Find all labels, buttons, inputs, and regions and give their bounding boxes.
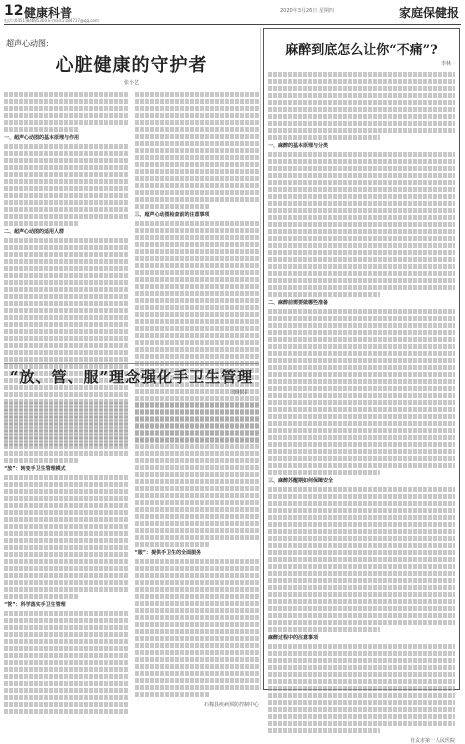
masthead-name: 家庭保健报 [398, 6, 459, 20]
article-kicker: 超声心动图: [6, 39, 49, 48]
article-hand-hygiene [4, 366, 259, 708]
article-body [4, 402, 259, 716]
article-source: 自贡市第一人民医院 [409, 738, 455, 744]
page-header [0, 0, 465, 22]
article-headline: “放、管、服”理念强化手卫生管理 [9, 368, 254, 386]
article-echocardiography [4, 28, 259, 363]
article-subhead: 三、超声心动图检查前的注意事项 [134, 212, 210, 218]
issue-date: 2020年3月26日 星期四 [280, 8, 334, 14]
article-byline: 李桂芬 [231, 390, 247, 396]
article-byline: 李林 [440, 61, 451, 67]
article-anesthesia [263, 28, 460, 744]
article-byline: 张小艺 [123, 80, 139, 86]
article-subhead: 麻醉过程中的注意事项 [268, 635, 319, 641]
contact-line: 电话:(0451)84685300 E-mail:2184717@qq.com [4, 18, 99, 23]
header-rule [4, 24, 461, 25]
article-subhead: 一、超声心动图的基本原理与作用 [4, 135, 80, 141]
article-source: 石棉县疾病预防控制中心 [203, 702, 259, 708]
article-subhead: 二、超声心动图的适用人群 [4, 229, 65, 235]
article-separator [4, 363, 259, 364]
section-title: 健康科普 [24, 6, 73, 20]
body-column-left [4, 402, 129, 716]
article-subhead: 一、麻醉的基本原理与分类 [268, 143, 329, 149]
article-headline: 麻醉到底怎么让你“不痛”? [285, 43, 438, 58]
article-body [268, 72, 455, 744]
page-number: 12 [4, 3, 24, 19]
article-subhead: 二、麻醉前需要做哪些准备 [268, 300, 329, 306]
article-subhead: “服”：提供手卫生的全面服务 [134, 550, 202, 556]
article-headline: 心脏健康的守护者 [55, 55, 208, 76]
column-divider [260, 28, 261, 690]
article-subhead: “管”：科学落实手卫生管理 [4, 602, 66, 608]
body-column-right [135, 402, 260, 716]
article-subhead: 三、麻醉苏醒期如何保障安全 [268, 478, 334, 484]
article-subhead: “放”：转变手卫生管理模式 [4, 466, 66, 472]
